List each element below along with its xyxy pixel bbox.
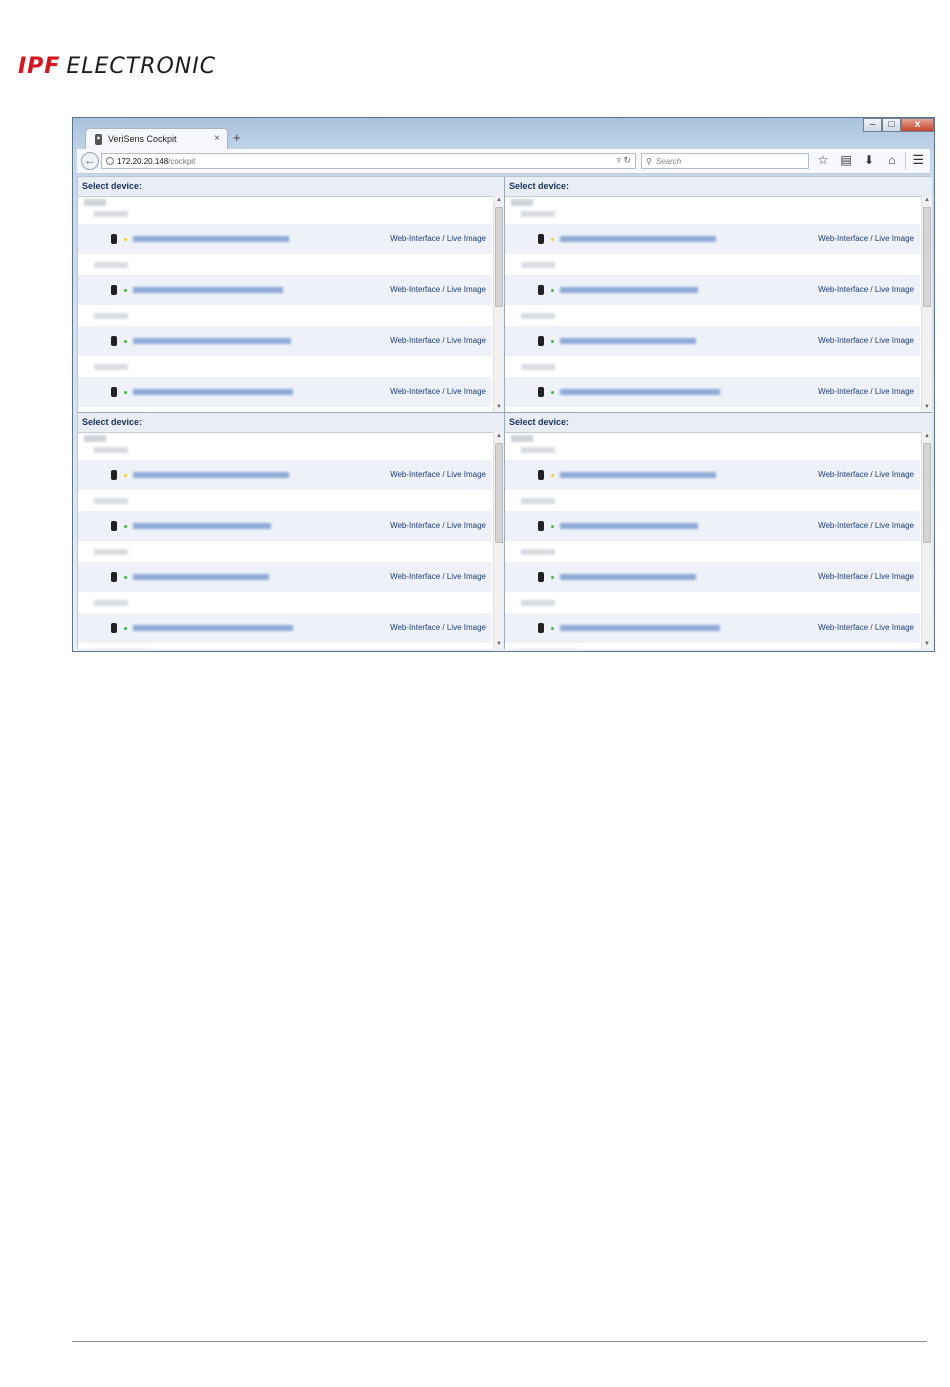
status-dot-icon (551, 340, 554, 343)
scroll-up-icon[interactable]: ▲ (924, 433, 930, 439)
camera-icon (538, 234, 544, 244)
device-list (78, 432, 492, 649)
device-links (390, 387, 486, 396)
status-dot-icon (124, 238, 127, 241)
live-image-link[interactable]: Live Image (446, 336, 486, 345)
device-name-link[interactable] (133, 389, 293, 395)
web-interface-link[interactable]: Web-Interface (818, 521, 869, 530)
device-name-link[interactable] (133, 625, 293, 631)
browser-tab[interactable] (85, 128, 228, 149)
device-name-link[interactable] (133, 574, 269, 580)
hamburger-menu-icon[interactable]: ☰ (912, 152, 924, 167)
device-name-link[interactable] (133, 236, 289, 242)
device-name-link[interactable] (133, 338, 291, 344)
live-image-link[interactable]: Live Image (874, 387, 914, 396)
window-controls (863, 118, 934, 132)
camera-icon (538, 521, 544, 531)
position-label (521, 313, 555, 319)
device-links (818, 470, 914, 479)
device-links (818, 521, 914, 530)
browser-window (72, 117, 935, 652)
web-interface-link[interactable]: Web-Interface (390, 470, 441, 479)
status-dot-icon (551, 525, 554, 528)
close-window-button[interactable]: x (901, 118, 934, 132)
logo-suffix: ELECTRONIC (66, 54, 217, 79)
live-image-link[interactable]: Live Image (446, 623, 486, 632)
search-input[interactable] (641, 153, 809, 169)
pane-scrollbar[interactable] (921, 432, 932, 649)
group-label (511, 199, 533, 206)
link-separator: / (440, 387, 447, 396)
device-links (390, 623, 486, 632)
scroll-down-icon[interactable]: ▼ (496, 404, 502, 410)
list-item[interactable] (505, 562, 920, 592)
link-separator: / (440, 285, 447, 294)
position-label (94, 600, 128, 606)
address-bar[interactable] (101, 153, 636, 169)
camera-icon (111, 285, 117, 295)
web-interface-link[interactable]: Web-Interface (390, 623, 441, 632)
device-links (390, 572, 486, 581)
camera-icon (538, 336, 544, 346)
status-dot-icon (124, 474, 127, 477)
link-separator: / (868, 623, 875, 632)
link-separator: / (868, 387, 875, 396)
list-item[interactable] (78, 613, 492, 643)
status-dot-icon (551, 289, 554, 292)
position-label (521, 364, 555, 370)
status-dot-icon (551, 627, 554, 630)
web-interface-link[interactable]: Web-Interface (390, 336, 441, 345)
status-dot-icon (551, 474, 554, 477)
device-name-link[interactable] (560, 472, 716, 478)
position-label (94, 211, 128, 217)
device-links (818, 285, 914, 294)
position-label (521, 549, 555, 555)
reload-icon[interactable]: ▿ ↻ (616, 155, 631, 165)
link-separator: / (868, 470, 875, 479)
pane-scrollbar[interactable] (921, 196, 932, 412)
pane-scrollbar[interactable] (493, 432, 504, 649)
camera-icon (94, 134, 103, 145)
device-name-link[interactable] (560, 236, 716, 242)
list-item[interactable] (505, 326, 920, 356)
device-links (818, 336, 914, 345)
device-name-link[interactable] (560, 625, 720, 631)
group-label (84, 199, 106, 206)
web-interface-link[interactable]: Web-Interface (818, 387, 869, 396)
toolbar-divider (905, 152, 906, 170)
device-list (505, 196, 920, 412)
status-dot-icon (124, 525, 127, 528)
position-label (94, 498, 128, 504)
device-links (818, 572, 914, 581)
footer-divider (72, 1341, 927, 1342)
back-arrow-icon[interactable]: ← (81, 152, 99, 170)
web-interface-link[interactable]: Web-Interface (390, 572, 441, 581)
link-separator: / (440, 336, 447, 345)
scroll-thumb[interactable] (923, 207, 931, 307)
camera-icon (111, 521, 117, 531)
search-placeholder: Search (655, 156, 682, 166)
position-label (94, 364, 128, 370)
url-path: /cockpit (168, 156, 196, 166)
live-image-link[interactable]: Live Image (446, 572, 486, 581)
device-name-link[interactable] (133, 472, 289, 478)
live-image-link[interactable]: Live Image (874, 470, 914, 479)
device-links (390, 336, 486, 345)
live-image-link[interactable]: Live Image (874, 234, 914, 243)
camera-icon (538, 470, 544, 480)
status-dot-icon (124, 576, 127, 579)
camera-icon (111, 623, 117, 633)
scroll-thumb[interactable] (495, 207, 503, 307)
link-separator: / (440, 572, 447, 581)
home-icon[interactable]: ⌂ (888, 153, 896, 167)
position-label (94, 447, 128, 453)
live-image-link[interactable]: Live Image (874, 572, 914, 581)
clipboard-icon[interactable]: ▤ (840, 153, 852, 167)
device-pane (78, 177, 505, 413)
list-item[interactable] (78, 562, 492, 592)
list-item[interactable] (78, 460, 492, 490)
position-label (521, 211, 555, 217)
web-interface-link[interactable]: Web-Interface (390, 521, 441, 530)
device-list (78, 196, 492, 412)
list-item[interactable] (505, 511, 920, 541)
download-icon[interactable]: ⬇ (863, 153, 875, 167)
scroll-up-icon[interactable]: ▲ (496, 433, 502, 439)
camera-icon (111, 470, 117, 480)
position-label (521, 447, 555, 453)
list-item[interactable] (78, 377, 492, 407)
live-image-link[interactable]: Live Image (874, 336, 914, 345)
search-icon: ⚲ (646, 156, 652, 166)
device-links (390, 234, 486, 243)
device-pane (505, 177, 932, 413)
minimize-button[interactable]: – (863, 118, 882, 132)
status-dot-icon (551, 576, 554, 579)
scroll-down-icon[interactable]: ▼ (496, 641, 502, 647)
camera-icon (111, 336, 117, 346)
camera-icon (538, 623, 544, 633)
device-name-link[interactable] (133, 287, 283, 293)
link-separator: / (440, 521, 447, 530)
pane-scrollbar[interactable] (493, 196, 504, 412)
position-label (94, 262, 128, 268)
link-separator: / (440, 234, 447, 243)
device-links (390, 285, 486, 294)
device-name-link[interactable] (560, 523, 698, 529)
device-list (505, 432, 920, 649)
new-tab-button[interactable]: + (233, 130, 241, 145)
list-item[interactable] (78, 275, 492, 305)
logo-brand: IPF (18, 54, 61, 79)
position-label (521, 600, 555, 606)
device-pane (78, 413, 505, 649)
camera-icon (538, 285, 544, 295)
web-interface-link[interactable]: Web-Interface (818, 336, 869, 345)
url-host: 172.20.20.148 (117, 156, 169, 166)
list-item[interactable] (78, 326, 492, 356)
camera-icon (111, 572, 117, 582)
select-device-heading: Select device: (505, 413, 932, 433)
group-label (84, 435, 106, 442)
cockpit-content (77, 176, 930, 649)
live-image-link[interactable]: Live Image (874, 521, 914, 530)
tab-close-icon[interactable]: × (214, 133, 220, 144)
list-item[interactable] (505, 377, 920, 407)
device-links (390, 521, 486, 530)
status-dot-icon (124, 391, 127, 394)
link-separator: / (868, 234, 875, 243)
camera-icon (111, 387, 117, 397)
status-dot-icon (551, 391, 554, 394)
status-dot-icon (124, 289, 127, 292)
list-item[interactable] (78, 511, 492, 541)
ipf-electronic-logo (18, 54, 216, 80)
tab-title: VeriSens Cockpit (108, 134, 177, 144)
toolbar-icons (817, 153, 898, 167)
camera-icon (538, 572, 544, 582)
maximize-button[interactable]: □ (882, 118, 901, 132)
web-interface-link[interactable]: Web-Interface (818, 285, 869, 294)
bookmark-star-icon[interactable]: ☆ (817, 153, 829, 167)
list-item[interactable] (505, 613, 920, 643)
group-label (511, 435, 533, 442)
device-name-link[interactable] (560, 287, 698, 293)
select-device-heading: Select device: (505, 177, 932, 197)
web-interface-link[interactable]: Web-Interface (390, 234, 441, 243)
web-interface-link[interactable]: Web-Interface (390, 387, 441, 396)
link-separator: / (868, 572, 875, 581)
device-links (818, 623, 914, 632)
device-pane (505, 413, 932, 649)
status-dot-icon (124, 340, 127, 343)
select-device-heading: Select device: (78, 413, 504, 433)
web-interface-link[interactable]: Web-Interface (818, 572, 869, 581)
link-separator: / (440, 470, 447, 479)
scroll-up-icon[interactable]: ▲ (496, 197, 502, 203)
link-separator: / (868, 521, 875, 530)
device-name-link[interactable] (560, 574, 696, 580)
link-separator: / (440, 623, 447, 632)
navigation-bar (77, 149, 930, 174)
device-name-link[interactable] (133, 523, 271, 529)
scroll-down-icon[interactable]: ▼ (924, 641, 930, 647)
list-item[interactable] (505, 224, 920, 254)
scroll-down-icon[interactable]: ▼ (924, 404, 930, 410)
live-image-link[interactable]: Live Image (446, 234, 486, 243)
live-image-link[interactable]: Live Image (446, 521, 486, 530)
device-links (818, 387, 914, 396)
device-links (390, 470, 486, 479)
list-item[interactable] (505, 460, 920, 490)
link-separator: / (868, 336, 875, 345)
list-item[interactable] (505, 275, 920, 305)
camera-icon (538, 387, 544, 397)
scroll-thumb[interactable] (923, 443, 931, 543)
status-dot-icon (551, 238, 554, 241)
device-name-link[interactable] (560, 338, 696, 344)
scroll-up-icon[interactable]: ▲ (924, 197, 930, 203)
live-image-link[interactable]: Live Image (446, 387, 486, 396)
link-separator: / (868, 285, 875, 294)
web-interface-link[interactable]: Web-Interface (818, 234, 869, 243)
live-image-link[interactable]: Live Image (874, 285, 914, 294)
list-item[interactable] (78, 224, 492, 254)
globe-icon (106, 157, 114, 165)
live-image-link[interactable]: Live Image (446, 470, 486, 479)
position-label (521, 498, 555, 504)
select-device-heading: Select device: (78, 177, 504, 197)
position-label (521, 262, 555, 268)
web-interface-link[interactable]: Web-Interface (818, 470, 869, 479)
device-name-link[interactable] (560, 389, 720, 395)
web-interface-link[interactable]: Web-Interface (390, 285, 441, 294)
live-image-link[interactable]: Live Image (874, 623, 914, 632)
device-links (818, 234, 914, 243)
live-image-link[interactable]: Live Image (446, 285, 486, 294)
position-label (94, 549, 128, 555)
camera-icon (111, 234, 117, 244)
status-dot-icon (124, 627, 127, 630)
position-label (94, 313, 128, 319)
scroll-thumb[interactable] (495, 443, 503, 543)
web-interface-link[interactable]: Web-Interface (818, 623, 869, 632)
